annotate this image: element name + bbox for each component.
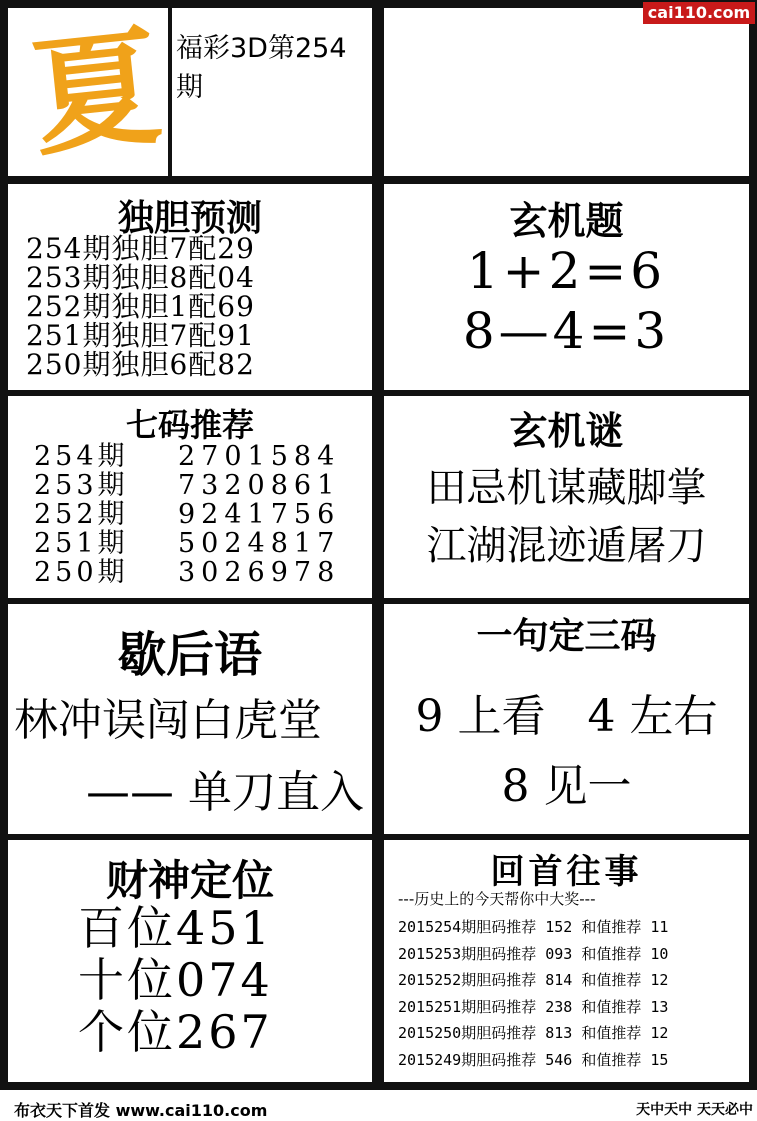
caishen-panel — [8, 840, 372, 1082]
proverb-line-1: 林冲误闯白虎堂 — [14, 695, 322, 746]
position-tens: 十位074 — [78, 953, 273, 1007]
huishou-title: 回首往事 — [490, 852, 643, 892]
issue-panel — [172, 8, 372, 176]
table-row: 250期 3026978 — [34, 557, 341, 588]
list-item: 2015250期胆码推荐 813 和值推荐 12 — [398, 1024, 669, 1042]
xiehouyu-title: 歇后语 — [117, 627, 262, 683]
logo-panel — [8, 8, 168, 176]
logo-character: 夏 — [24, 11, 168, 175]
position-units: 个位267 — [78, 1005, 273, 1059]
xuanji-mi-title: 玄机谜 — [509, 408, 624, 453]
footer-slogan: 天中天中 天天必中 — [636, 1102, 753, 1118]
yiju-title: 一句定三码 — [476, 615, 657, 657]
list-item: 253期独胆8配04 — [26, 261, 255, 294]
dandan-list — [26, 234, 255, 379]
xuanji-ti-title: 玄机题 — [509, 198, 624, 243]
footer-site-link[interactable]: 布衣天下首发 www.cai110.com — [14, 1101, 268, 1120]
table-row: 252期 9241756 — [34, 499, 341, 530]
proverb-line-2: —— 单刀直入 — [86, 767, 364, 818]
dandan-panel — [8, 184, 372, 390]
list-item: 2015253期胆码推荐 093 和值推荐 10 — [398, 944, 669, 963]
riddle-text-2: 江湖混迹遁屠刀 — [426, 523, 707, 569]
table-row: 251期 5024817 — [34, 528, 341, 559]
yiju-panel — [384, 604, 749, 834]
site-badge[interactable]: cai110.com — [643, 2, 755, 24]
huishou-subtitle: ---历史上的今天帮你中大奖--- — [398, 890, 596, 908]
xiehouyu-panel — [8, 604, 372, 834]
huishou-panel — [384, 840, 749, 1082]
issue-title: 福彩3D第254期 — [176, 33, 347, 103]
position-hundreds: 百位451 — [78, 901, 273, 955]
riddle-line-1: 1+2=6 — [466, 242, 667, 300]
xuanji-ti-panel — [384, 184, 749, 390]
qima-list — [34, 442, 340, 587]
riddle-text-1: 田忌机谋藏脚掌 — [426, 465, 707, 511]
list-item: 2015252期胆码推荐 814 和值推荐 12 — [398, 971, 669, 989]
list-item: 2015249期胆码推荐 546 和值推荐 15 — [398, 1050, 669, 1069]
xuanji-mi-panel — [384, 396, 749, 598]
list-item: 2015251期胆码推荐 238 和值推荐 13 — [398, 997, 669, 1016]
qima-title: 七码推荐 — [125, 406, 254, 444]
table-row: 253期 7320861 — [34, 470, 341, 501]
table-row: 254期 2701584 — [34, 441, 341, 472]
caishen-title: 财神定位 — [105, 856, 274, 905]
hint-line-1: 9 上看 4 左右 — [415, 691, 718, 742]
list-item: 250期独胆6配82 — [26, 348, 255, 381]
riddle-line-2: 8—4=3 — [462, 302, 671, 360]
blank-panel — [384, 8, 749, 176]
qima-panel — [8, 396, 372, 598]
list-item: 2015254期胆码推荐 152 和值推荐 11 — [398, 918, 669, 936]
list-item: 254期独胆7配29 — [26, 232, 255, 265]
list-item: 252期独胆1配69 — [26, 290, 255, 323]
dandan-title: 独胆预测 — [117, 197, 262, 239]
list-item: 251期独胆7配91 — [26, 319, 255, 352]
hint-line-2: 8 见一 — [501, 761, 632, 812]
